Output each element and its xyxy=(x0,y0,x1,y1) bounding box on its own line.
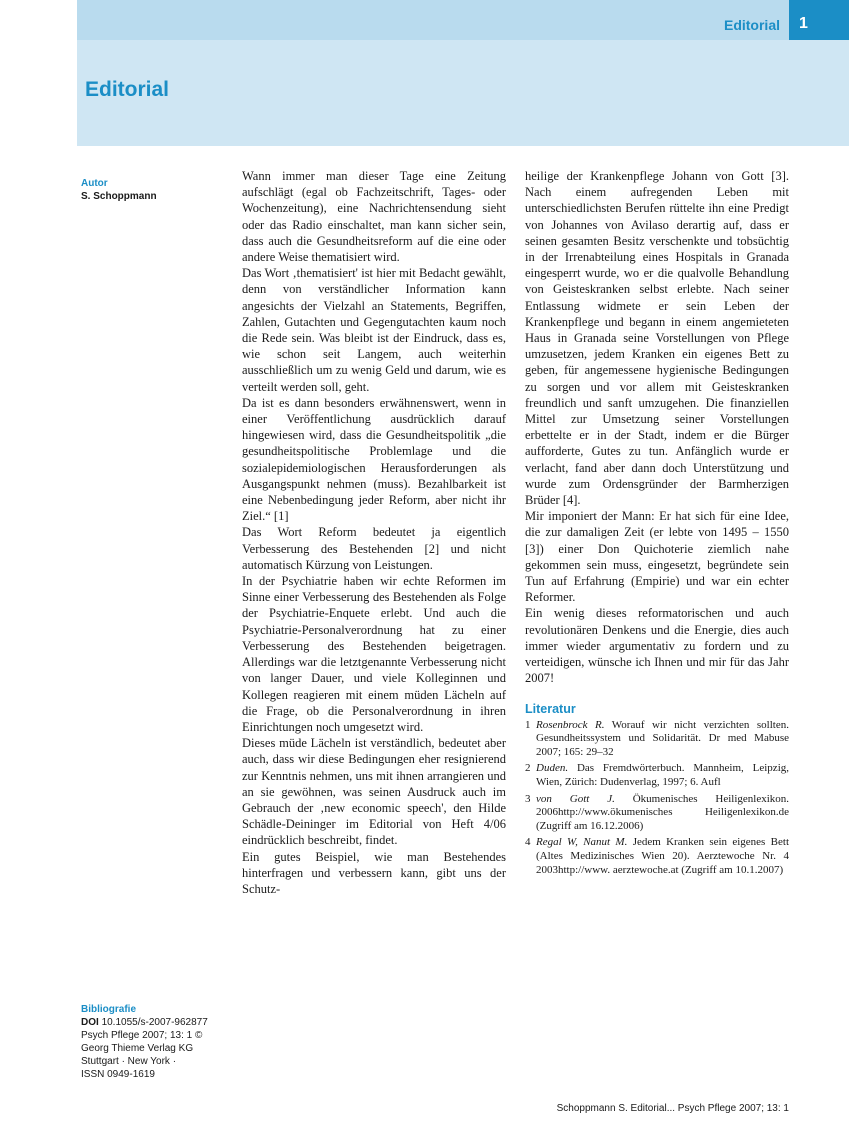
paragraph: Ein wenig dieses reformatorischen und auch revolutionären Denkens und die Energie, dies auch immer wieder argumentativ zu fordern und zu verteidigen, wünsche ich Ihnen und mir für das Jahr 2007! xyxy=(525,606,789,686)
author-name: S. Schoppmann xyxy=(81,191,157,202)
reference-text: Jedem Kranken sein eigenes Bett (Altes Medizinisches Wien 20). Aerztewoche Nr. 4 2003http://www. aerztewoche.at (Zugriff am 10.1.2007) xyxy=(536,836,789,876)
bibliography-heading: Bibliografie xyxy=(81,1004,137,1015)
paragraph: heilige der Krankenpflege Johann von Gott [3]. Nach einem aufregenden Leben mit unterschiedlichsten Berufen rüttelte ihn eine Predigt von Johannes von Avilaso derartig auf, dass er seinen gesamten Besitz verschenkte und tobsüchtig in der Irrenabteilung eines Hospitals in Granada eingesperrt wurde, wo er die qualvolle Behandlung von Geisteskranken selbst erlebte. Nach seiner Entlassung widmete er sein Leben der Krankenpflege und begann in einem angemieteten Haus in Granada seine Vorstellungen von Pflege umzusetzen, jedem Kranken ein eigenes Bett zu geben, für angemessene hygienische Bedingungen zu sorgen und vor allem mit Geisteskranken freundlich und sanft umzugehen. Die finanziellen Mittel zur Umsetzung seiner Vorstellungen erbettelte er in der Stadt, indem er die Bürger aufforderte, Gutes zu tun. Anfänglich wurde er verlacht, fand aber dann doch Unterstützung und wurde zum Ordensgründer der Barmherzigen Brüder [4]. xyxy=(525,169,789,508)
reference-author: Regal W, Nanut M. xyxy=(536,836,628,849)
bibliography-box xyxy=(81,1003,231,1081)
reference-author: Rosenbrock R. xyxy=(536,718,605,731)
page-number: 1 xyxy=(789,0,849,40)
reference-text: Das Fremdwörterbuch. Mannheim, Leipzig, Wien, Zürich: Dudenverlag, 1997; 6. Aufl xyxy=(536,762,789,789)
reference-text: Ökumenisches Heiligenlexikon. 2006http://www.ökumenisches Heiligenlexikon.de (Zugriff am 16.12.2006) xyxy=(536,792,790,832)
reference-number: 3 xyxy=(525,792,531,805)
reference-item xyxy=(525,836,789,877)
reference-list xyxy=(525,719,789,878)
reference-author: von Gott J. xyxy=(536,792,615,805)
footer-citation: Schoppmann S. Editorial... Psych Pflege 2007; 13: 1 xyxy=(556,1103,789,1114)
author-heading: Autor xyxy=(81,178,108,189)
bibliography-line: ISSN 0949-1619 xyxy=(81,1069,155,1080)
paragraph: Wann immer man dieser Tage eine Zeitung aufschlägt (egal ob Fachzeitschrift, Tages- oder Wochenzeitung), eine Nachrichtensendung sieht oder das Radio einschaltet, man kann sicher sein, dass auch die Gesundheitsreform auf die eine oder andere Weise thematisiert wird. xyxy=(242,169,506,265)
reference-number: 1 xyxy=(525,718,531,731)
paragraph: Mir imponiert der Mann: Er hat sich für eine Idee, die zur damaligen Zeit (er lebte von 1495 – 1550 [3]) einer Don Quichoterie ziemlich nahe gekommen sein muss, eingesetzt, begründete sein Tun auf Erfahrung (Empirie) und war ein echter Reformer. xyxy=(525,509,789,605)
reference-author: Duden. xyxy=(536,762,569,775)
paragraph: Das Wort Reform bedeutet ja eigentlich Verbesserung des Bestehenden [2] und nicht automatisch Kürzung von Leistungen. xyxy=(242,525,506,572)
article-column-2 xyxy=(525,168,789,880)
reference-number: 2 xyxy=(525,762,531,775)
doi-label: DOI xyxy=(81,1017,99,1028)
literature-heading: Literatur xyxy=(525,701,576,716)
reference-text: Worauf wir nicht verzichten sollten. Gesundheitssystem und Solidarität. Dr med Mabuse 2007; 165: 29–32 xyxy=(536,718,789,758)
doi-line xyxy=(81,1016,231,1029)
bibliography-line: Stuttgart · New York · xyxy=(81,1056,177,1067)
paragraph: Dieses müde Lächeln ist verständlich, bedeutet aber auch, dass wir diese Bedingungen eher resignierend zur Kenntnis nehmen, uns mit ihnen arrangieren und an sie gewöhnen, was seinen Ausdruck auch im Gebrauch der ‚new economic speech', den Hilde Schädle-Deininger im Editorial von Heft 4/06 eindrücklich beschreibt, findet. xyxy=(242,736,506,848)
bibliography-line: Georg Thieme Verlag KG xyxy=(81,1043,194,1054)
article-column-1 xyxy=(242,168,506,897)
paragraph: In der Psychiatrie haben wir echte Reformen im Sinne einer Verbesserung des Bestehenden als Folge der Psychiatrie-Enquete erlebt. Und auch die Psychiatrie-Personalverordnung hat zu einer Verbesserung des Bestehenden beigetragen. Allerdings war die letztgenannte Verbesserung nicht von langer Dauer, und viele Kolleginnen und Kollegen reagieren mit einem müden Lächeln auf die Frage, ob die Personalverordnung in ihren Einrichtungen noch umgesetzt wird. xyxy=(242,574,506,734)
author-box xyxy=(81,177,231,203)
page-title: Editorial xyxy=(85,78,170,101)
doi-value: 10.1055/s-2007-962877 xyxy=(101,1017,208,1028)
reference-item xyxy=(525,762,789,789)
bibliography-line: Psych Pflege 2007; 13: 1 © xyxy=(81,1030,203,1041)
reference-item xyxy=(525,793,789,834)
paragraph: Das Wort ‚thematisiert' ist hier mit Bedacht gewählt, denn von verständlicher Information kann angesichts der Vielzahl an Statements, Begriffen, Zahlen, Gutachten und Gegengutachten kaum noch die Rede sein. Was bleibt ist der Eindruck, dass es, wie schon seit Langem, auch weiterhin ausschließlich um zu wenig Geld und darum, wie es verteilt werden soll, geht. xyxy=(242,266,506,394)
reference-item xyxy=(525,719,789,760)
section-label: Editorial xyxy=(723,17,780,33)
paragraph: Ein gutes Beispiel, wie man Bestehendes hinterfragen und verbessern kann, gibt uns der Schutz- xyxy=(242,849,506,896)
reference-number: 4 xyxy=(525,836,531,849)
paragraph: Da ist es dann besonders erwähnenswert, wenn in einer Veröffentlichung ausdrücklich darauf hingewiesen wird, dass die Gesundheitspolitik „die gesundheitspolitische Problemlage und die sozialepidemiologischen Herausforderungen als Ausgangspunkt nehmen (muss). Bezahlbarkeit ist eine Nebenbedingung jeder Reform, aber nicht ihr Ziel.“ [1] xyxy=(242,395,506,524)
